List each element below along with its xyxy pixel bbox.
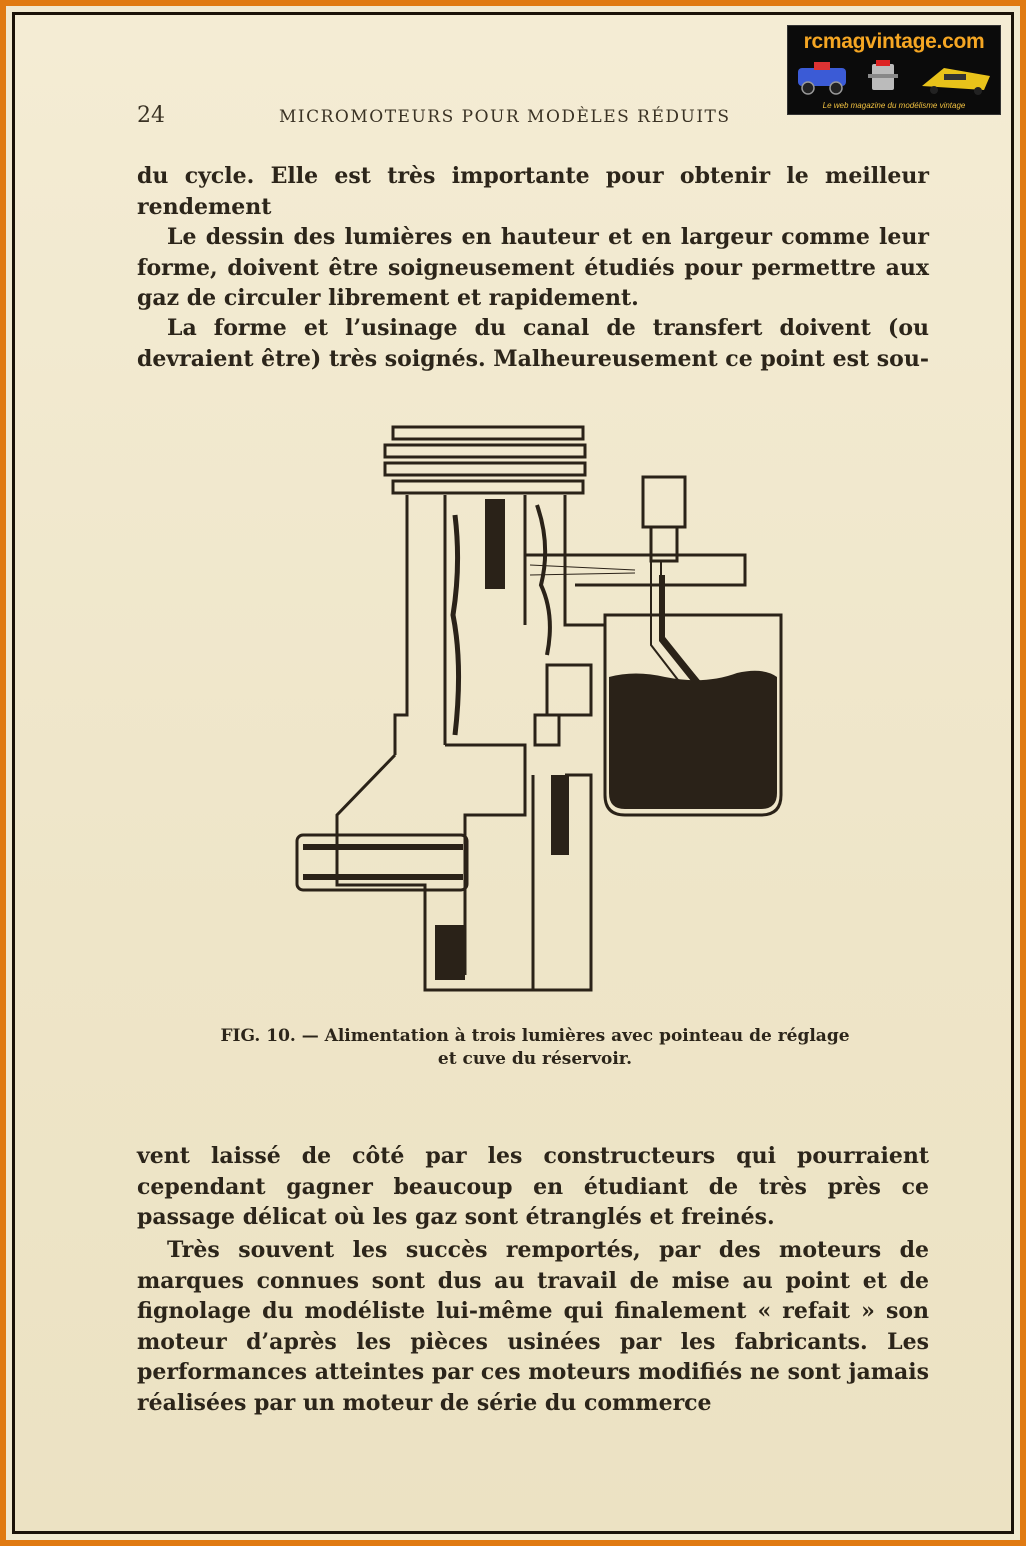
- book-page: [12, 12, 1014, 1534]
- site-logo-title: rcmagvintage.com: [803, 30, 985, 53]
- page-header: [137, 103, 927, 133]
- site-logo-badge[interactable]: [787, 25, 1001, 115]
- paragraph-4: vent laissé de côté par les constructeurs qui pourraient cependant gagner beaucoup en étudiant de très près ce passage délicat où les gaz sont étranglés et freinés.: [137, 1143, 929, 1230]
- figure-caption-line-1: FIG. 10. — Alimentation à trois lumières avec pointeau de réglage: [220, 1026, 850, 1046]
- page-number: 24: [137, 103, 165, 128]
- site-logo-subtitle: Le web magazine du modélisme vintage: [822, 101, 966, 110]
- paragraph-2: Le dessin des lumières en hauteur et en largeur comme leur forme, doivent être soigneusement étudiés pour permettre aux gaz de circuler librement et rapidement.: [137, 224, 929, 311]
- figure-caption: [145, 1025, 925, 1071]
- figure-caption-line-2: et cuve du réservoir.: [437, 1049, 633, 1069]
- paragraph-5: Très souvent les succès remportés, par des moteurs de marques connues sont dus au travail de mise au point et de fignolage du modéliste lui-même qui finalement « refait » son moteur d’après les pièces usinées par les fabricants. Les performances atteintes par ces moteurs modifiés ne sont jamais réalisées par un moteur de série du commerce: [137, 1237, 929, 1416]
- vintage-models-logo-icon: [794, 60, 994, 96]
- engine-diagram: [285, 415, 805, 1005]
- paragraph-3: La forme et l’usinage du canal de transfert doivent (ou devraient être) très soignés. Malheureusement ce point est sou-: [137, 315, 929, 372]
- running-title: MICROMOTEURS POUR MODÈLES RÉDUITS: [279, 107, 731, 127]
- paragraph-1: du cycle. Elle est très importante pour obtenir le meilleur rendement: [137, 163, 929, 220]
